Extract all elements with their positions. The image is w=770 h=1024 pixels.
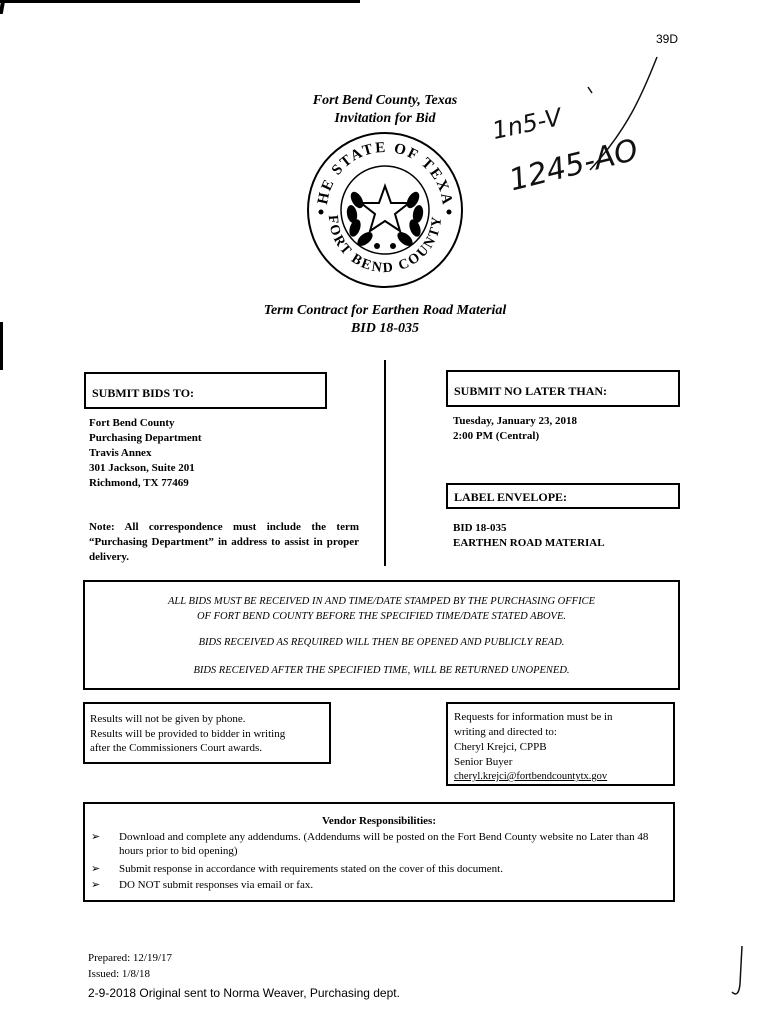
notice-line-1: ALL BIDS MUST BE RECEIVED IN AND TIME/DATE STAMPED BY THE PURCHASING OFFICE [168, 596, 595, 607]
vendor-box [83, 802, 675, 902]
vendor-item [91, 878, 666, 892]
address-line: 301 Jackson, Suite 201 [89, 462, 195, 474]
results-line-3: after the Commissioners Court awards. [90, 742, 262, 754]
county-seal [305, 130, 465, 290]
envelope-bid-number: BID 18-035 [453, 522, 507, 534]
submit-bids-heading: SUBMIT BIDS TO: [92, 386, 195, 400]
issued-date: Issued: 1/8/18 [88, 968, 151, 980]
contract-title: Term Contract for Earthen Road Material [263, 303, 507, 318]
requests-line-2: writing and directed to: [454, 726, 557, 738]
vendor-heading: Vendor Responsibilities: [322, 815, 436, 827]
envelope-material: EARTHEN ROAD MATERIAL [453, 537, 605, 549]
submit-address [89, 416, 202, 491]
check-mark-icon [726, 944, 756, 1004]
address-line: Richmond, TX 77469 [89, 477, 189, 489]
requests-contact-name: Cheryl Krejci, CPPB [454, 741, 547, 753]
arrow-bullet-icon: ➢ [91, 863, 101, 875]
scan-top-edge [0, 0, 360, 3]
label-envelope-box [446, 483, 680, 509]
vendor-item-text: DO NOT submit responses via email or fax. [119, 879, 314, 891]
notice-line-2: OF FORT BEND COUNTY BEFORE THE SPECIFIED TIME/DATE STATED ABOVE. [196, 611, 567, 622]
arrow-bullet-icon: ➢ [91, 879, 101, 891]
seal-bottom-text: FORT BEND COUNTY [324, 214, 446, 277]
submit-bids-box [84, 372, 327, 409]
seal-top-text: HE STATE OF TEXA [315, 139, 456, 208]
sent-note: 2-9-2018 Original sent to Norma Weaver, Purchasing dept. [88, 986, 400, 1000]
notice-line-4: BIDS RECEIVED AFTER THE SPECIFIED TIME, WILL BE RETURNED UNOPENED. [193, 665, 570, 676]
seal-star-icon [361, 186, 409, 231]
handwritten-stroke [582, 55, 662, 175]
handwritten-note-1: 1n5-V [489, 103, 565, 145]
seal-graphic [305, 130, 465, 290]
requests-line-1: Requests for information must be in [454, 711, 613, 723]
results-box [83, 702, 331, 764]
address-line: Fort Bend County [89, 417, 175, 429]
bid-number: BID 18-035 [350, 321, 420, 336]
deadline-date: Tuesday, January 23, 2018 [453, 415, 577, 427]
notice-box [83, 580, 680, 690]
label-envelope-heading: LABEL ENVELOPE: [454, 490, 568, 504]
results-line-1: Results will not be given by phone. [90, 713, 246, 725]
correspondence-note: Note: All correspondence must include the term “Purchasing Department” in address to assist in proper delivery. [89, 521, 359, 563]
scan-margin-mark [0, 322, 3, 370]
prepared-date: Prepared: 12/19/17 [88, 952, 173, 964]
requests-box [446, 702, 675, 786]
vendor-item-text: Submit response in accordance with requirements stated on the cover of this document. [119, 863, 503, 875]
deadline-time: 2:00 PM (Central) [453, 430, 540, 442]
address-line: Purchasing Department [89, 432, 202, 444]
scan-left-mark [0, 0, 5, 14]
arrow-bullet-icon: ➢ [91, 831, 101, 843]
deadline-heading: SUBMIT NO LATER THAN: [454, 384, 608, 398]
svg-text:THE STATE OF TEXAS [305, 130, 455, 207]
column-divider [384, 360, 386, 566]
handwritten-note-2: 1245-AO [505, 132, 642, 199]
vendor-item [91, 862, 666, 876]
notice-line-3: BIDS RECEIVED AS REQUIRED WILL THEN BE OPENED AND PUBLICLY READ. [198, 637, 565, 648]
vendor-item-text: Download and complete any addendums. (Addendums will be posted on the Fort Bend County website no Later than 48 hours prior to bid opening) [119, 831, 649, 857]
page-label: 39D [656, 32, 679, 46]
deadline-box [446, 370, 680, 407]
results-line-2: Results will be provided to bidder in writing [90, 728, 286, 740]
requests-contact-title: Senior Buyer [454, 756, 513, 768]
county-heading: Fort Bend County, Texas [312, 93, 458, 108]
address-line: Travis Annex [89, 447, 152, 459]
contact-email-link[interactable]: cheryl.krejci@fortbendcountytx.gov [454, 771, 608, 782]
invitation-heading: Invitation for Bid [334, 111, 436, 126]
vendor-item [91, 830, 666, 858]
